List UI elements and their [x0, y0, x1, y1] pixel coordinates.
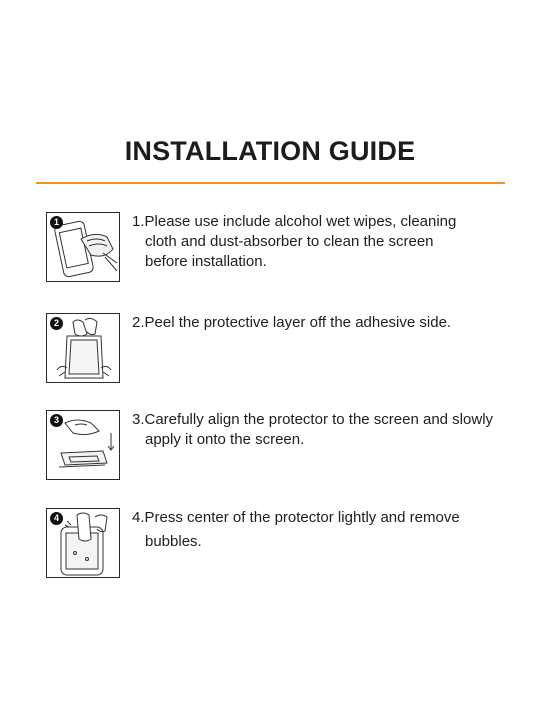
- step-4-figure: [46, 508, 120, 578]
- step-1-line-1: 1.Please use include alcohol wet wipes, cleaning: [132, 213, 457, 230]
- step-4-line-1: 4.Press center of the protector lightly and remove: [132, 509, 460, 526]
- step-number-badge: 1: [50, 216, 63, 229]
- step-3-figure: [46, 410, 120, 480]
- step-1-line-2: cloth and dust-absorber to clean the screen: [145, 233, 434, 250]
- step-3-text: [132, 410, 502, 450]
- step-1-text: [132, 212, 502, 272]
- step-2-line-1: 2.Peel the protective layer off the adhesive side.: [132, 314, 452, 331]
- page-title: INSTALLATION GUIDE: [124, 136, 416, 166]
- step-number-badge: 4: [50, 512, 63, 525]
- step-2-figure: [46, 313, 120, 383]
- step-4-text: [132, 508, 502, 552]
- step-4-line-2: bubbles.: [145, 533, 202, 550]
- title-divider: [36, 182, 505, 184]
- step-number-badge: 3: [50, 414, 63, 427]
- step-3-line-2: apply it onto the screen.: [145, 431, 305, 448]
- step-1-line-3: before installation.: [145, 253, 267, 270]
- step-1-figure: [46, 212, 120, 282]
- step-2-text: [132, 313, 502, 333]
- step-3-line-1: 3.Carefully align the protector to the screen and slowly: [132, 411, 494, 428]
- step-number-badge: 2: [50, 317, 63, 330]
